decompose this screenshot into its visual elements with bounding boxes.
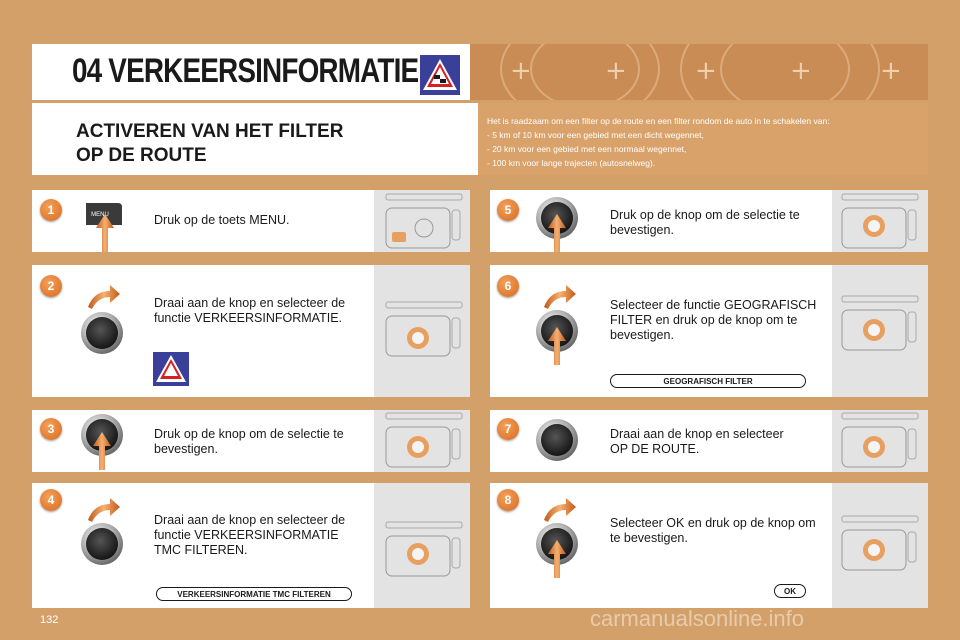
step-number-badge: 8 (497, 489, 519, 511)
step-5-instruction (610, 208, 800, 238)
note-line: - 20 km voor een gebied met een normaal wegennet, (487, 144, 687, 154)
rotate-arrow-icon (84, 283, 122, 309)
instruction-line: Selecteer de functie GEOGRAFISCH (610, 298, 817, 312)
section-title-line: ACTIVEREN VAN HET FILTER (76, 121, 344, 142)
control-panel-icon (382, 190, 466, 254)
rotate-arrow-icon (84, 496, 122, 522)
instruction-line: bevestigen. (610, 328, 674, 342)
page-title: 04 VERKEERSINFORMATIE (72, 52, 419, 90)
instruction-line: TMC FILTEREN. (154, 543, 248, 557)
traffic-warning-icon (420, 55, 460, 95)
instruction-line: OP DE ROUTE. (610, 442, 700, 456)
note-line: Het is raadzaam om een filter op de route en een filter rondom de auto in te schakelen van: (487, 116, 830, 126)
menu-option-pill: OK (774, 584, 806, 598)
section-title-line: OP DE ROUTE (76, 145, 207, 166)
instruction-line: Draai aan de knop en selecteer (610, 427, 784, 441)
instruction-line: Draai aan de knop en selecteer de (154, 296, 346, 310)
control-panel-icon (382, 409, 466, 473)
step-number-badge: 4 (40, 489, 62, 511)
instruction-line: Draai aan de knop en selecteer de (154, 513, 346, 527)
instruction-line: Selecteer OK en druk op de knop om (610, 516, 816, 530)
instruction-line: Druk op de toets MENU. (154, 213, 290, 227)
control-panel-icon (382, 298, 466, 362)
step-6-instruction (610, 298, 816, 343)
rotary-knob-icon (535, 418, 579, 462)
step-number-badge: 7 (497, 418, 519, 440)
press-arrow-icon (548, 540, 566, 578)
step-8-instruction (610, 516, 816, 546)
step-2-instruction (154, 296, 345, 326)
menu-key-label: MENU (91, 212, 109, 218)
step-number-badge: 3 (40, 418, 62, 440)
step-number-badge: 5 (497, 199, 519, 221)
menu-option-pill: VERKEERSINFORMATIE TMC FILTEREN (156, 587, 352, 601)
intro-note (487, 114, 830, 170)
watermark: carmanualsonline.info (590, 606, 805, 631)
step-4-instruction (154, 513, 345, 558)
rotate-arrow-icon (540, 496, 578, 522)
press-arrow-icon (548, 327, 566, 365)
step-number-badge: 1 (40, 199, 62, 221)
control-panel-icon (838, 292, 922, 356)
rotary-knob-icon (80, 522, 124, 566)
instruction-line: Druk op de knop om de selectie te (610, 208, 800, 222)
step-number-badge: 2 (40, 275, 62, 297)
step-3-instruction (154, 427, 344, 457)
section-title (76, 120, 343, 168)
note-line: - 5 km of 10 km voor een gebied met een dicht wegennet, (487, 130, 704, 140)
instruction-line: FILTER en druk op de knop om te (610, 313, 798, 327)
instruction-line: te bevestigen. (610, 531, 688, 545)
control-panel-icon (838, 190, 922, 254)
control-panel-icon (838, 512, 922, 576)
control-panel-icon (382, 518, 466, 582)
note-line: - 100 km voor lange trajecten (autosnelweg). (487, 158, 656, 168)
instruction-line: bevestigen. (154, 442, 218, 456)
menu-option-pill: GEOGRAFISCH FILTER (610, 374, 806, 388)
page-number: 132 (40, 614, 59, 626)
control-panel-icon (838, 409, 922, 473)
rotate-arrow-icon (540, 283, 578, 309)
instruction-line: bevestigen. (610, 223, 674, 237)
instruction-line: Druk op de knop om de selectie te (154, 427, 344, 441)
rotary-knob-icon (80, 311, 124, 355)
step-7-instruction (610, 427, 784, 457)
map-decoration: + + + + + (470, 44, 928, 100)
traffic-warning-icon (153, 352, 189, 386)
press-arrow-icon (548, 214, 566, 252)
instruction-line: functie VERKEERSINFORMATIE (154, 528, 339, 542)
step-number-badge: 6 (497, 275, 519, 297)
step-1-instruction (154, 213, 289, 228)
instruction-line: functie VERKEERSINFORMATIE. (154, 311, 343, 325)
press-arrow-icon (96, 214, 114, 252)
press-arrow-icon (93, 432, 111, 470)
